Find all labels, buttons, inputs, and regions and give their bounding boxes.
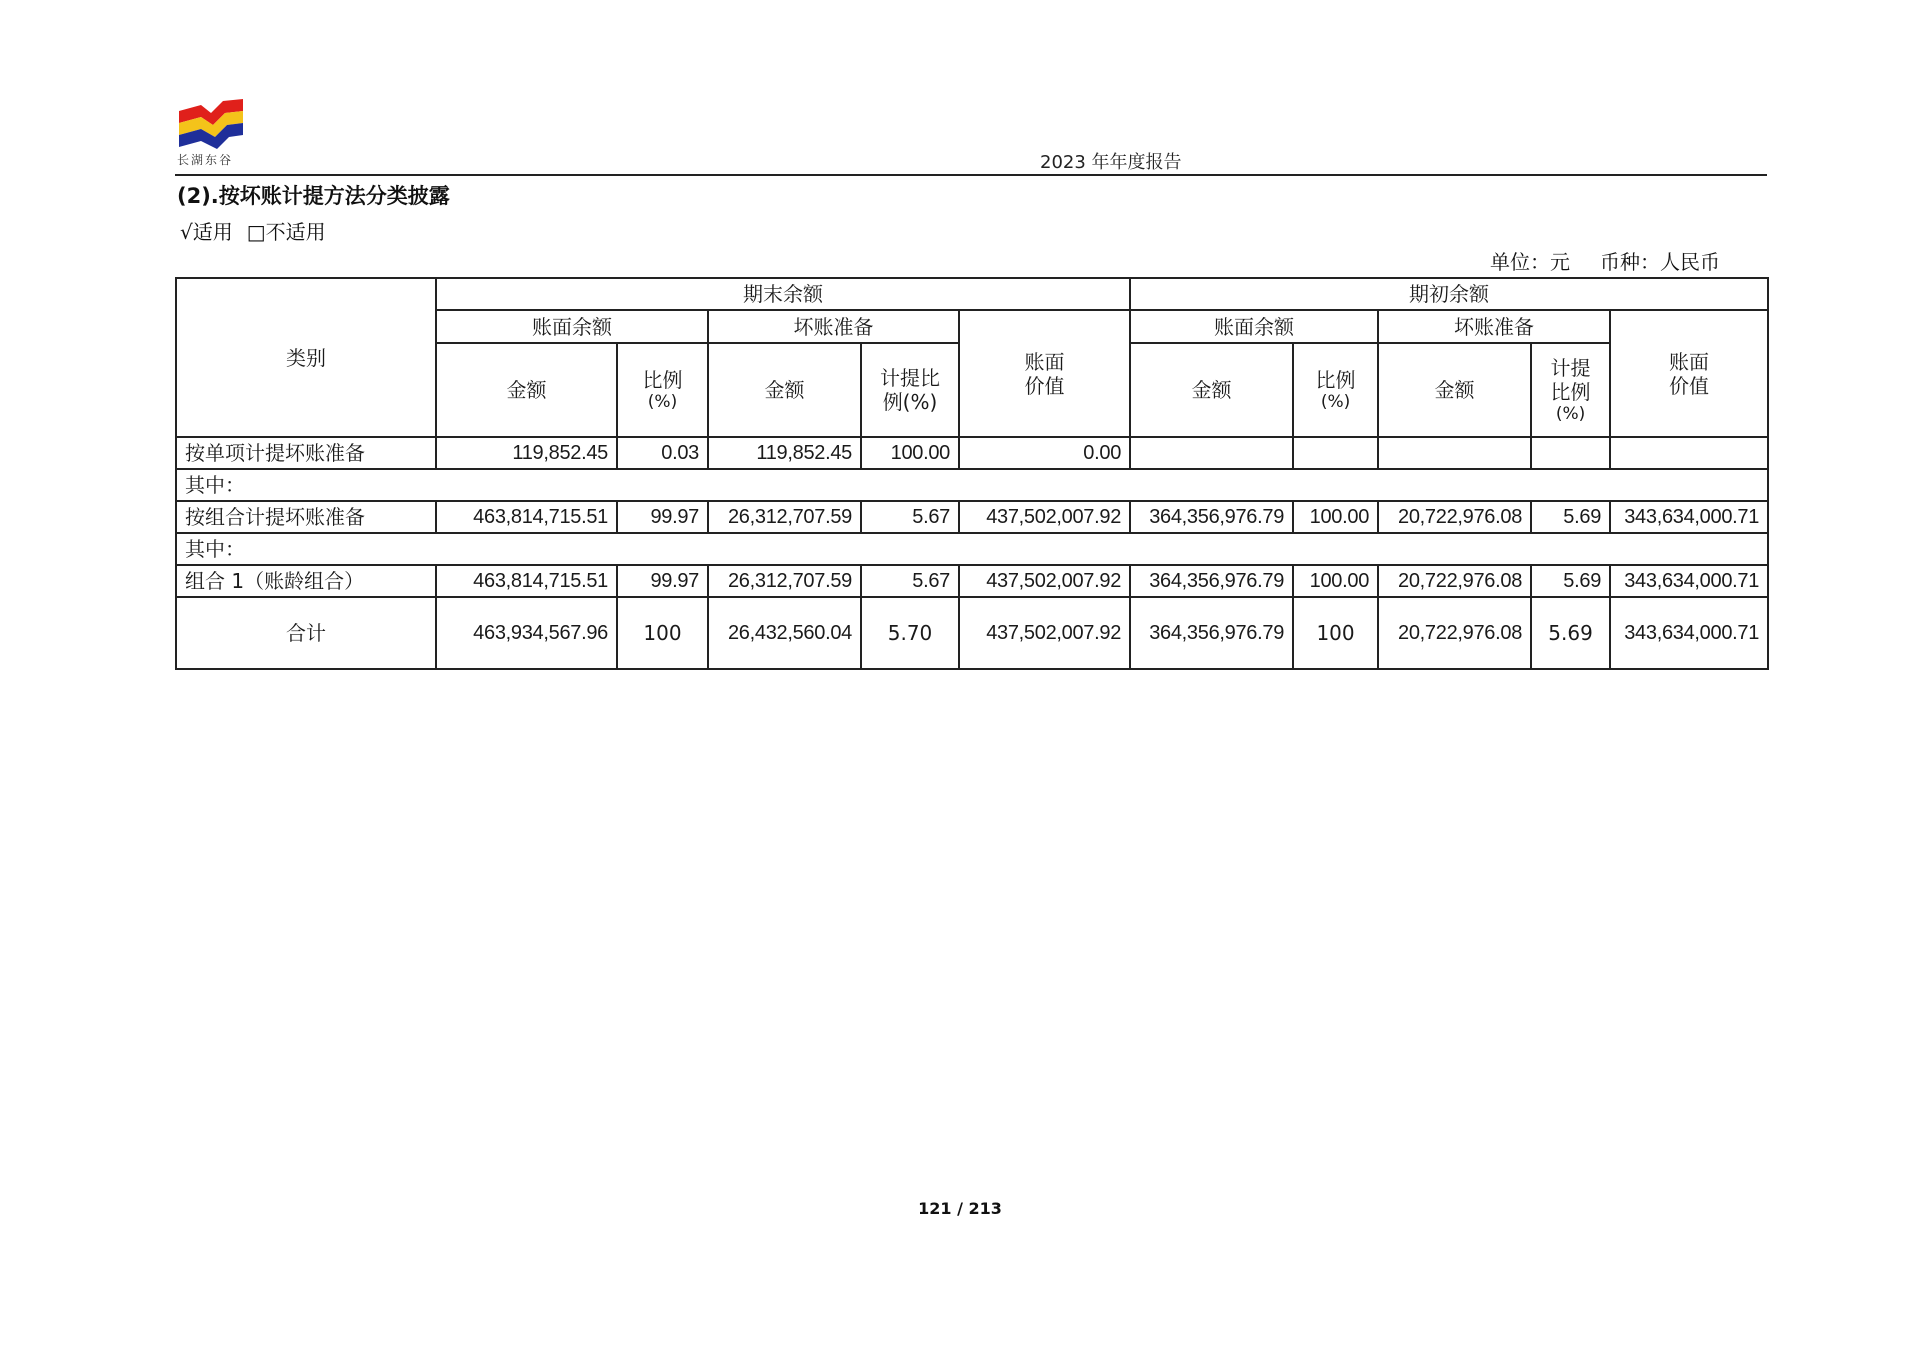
begin-ratio-line2: (%) [1320,391,1351,412]
table-row-total [176,597,1768,669]
end-ratio-cell: 100 [617,597,708,669]
table-row-portfolio [176,501,1768,533]
begin-book-value-cell: 343,634,000.71 [1610,597,1768,669]
of-which-label: 其中： [176,533,1768,565]
begin-bad-debt-provision-header: 坏账准备 [1378,310,1610,343]
applicability-options [180,216,326,245]
begin-provision-ratio-line3: (%) [1555,403,1586,424]
table-row-individual [176,437,1768,469]
end-book-value-cell: 0.00 [959,437,1130,469]
end-amount-cell: 119,852.45 [436,437,617,469]
begin-ratio-cell: 100 [1293,597,1378,669]
end-book-value-line1: 账面 [1024,349,1065,374]
end-provision-cell: 26,432,560.04 [708,597,861,669]
category-header: 类别 [176,278,436,437]
begin-provision-ratio-cell [1531,437,1610,469]
end-amount-cell: 463,814,715.51 [436,501,617,533]
of-which-label: 其中： [176,469,1768,501]
end-ratio-line1: 比例 [642,367,683,392]
end-provision-cell: 26,312,707.59 [708,565,861,597]
bad-debt-classification-table [175,277,1769,670]
end-book-value-cell: 437,502,007.92 [959,501,1130,533]
end-book-value-cell: 437,502,007.92 [959,565,1130,597]
begin-amount-header: 金额 [1130,343,1293,437]
begin-ratio-cell: 100.00 [1293,501,1378,533]
table-row-of-which-1 [176,469,1768,501]
begin-book-balance-header: 账面余额 [1130,310,1378,343]
applicable-option: √适用 [180,220,233,244]
end-ratio-header [617,343,708,437]
begin-provision-ratio-line1: 计提 [1550,355,1591,380]
section-title: (2).按坏账计提方法分类披露 [177,184,450,208]
begin-ratio-cell: 100.00 [1293,565,1378,597]
end-amount-header: 金额 [436,343,617,437]
begin-provision-amount-header: 金额 [1378,343,1531,437]
table-row-aging [176,565,1768,597]
begin-book-value-line2: 价值 [1669,373,1710,398]
begin-amount-cell: 364,356,976.79 [1130,501,1293,533]
table-row-of-which-2 [176,533,1768,565]
end-provision-ratio-cell: 5.70 [861,597,959,669]
begin-book-value-line1: 账面 [1669,349,1710,374]
begin-book-value-cell: 343,634,000.71 [1610,565,1768,597]
begin-book-value-cell: 343,634,000.71 [1610,501,1768,533]
row-label: 按组合计提坏账准备 [176,501,436,533]
end-ratio-line2: (%) [647,391,678,412]
end-ratio-cell: 99.97 [617,565,708,597]
end-bad-debt-provision-header: 坏账准备 [708,310,959,343]
begin-provision-cell: 20,722,976.08 [1378,565,1531,597]
begin-amount-cell: 364,356,976.79 [1130,597,1293,669]
report-title: 2023 年年度报告 [1040,152,1182,173]
end-ratio-cell: 99.97 [617,501,708,533]
not-applicable-option: □不适用 [246,220,326,244]
begin-ratio-line1: 比例 [1315,367,1356,392]
page-number: 121 / 213 [918,1199,1002,1218]
end-provision-ratio-cell: 100.00 [861,437,959,469]
end-book-value-cell: 437,502,007.92 [959,597,1130,669]
begin-book-value-header [1610,310,1768,437]
logo-stripes-icon [177,97,247,155]
logo-caption: 长湖东谷 [177,153,234,167]
end-book-value-header [959,310,1130,437]
end-provision-ratio-cell: 5.67 [861,565,959,597]
begin-provision-ratio-header [1531,343,1610,437]
row-label: 按单项计提坏账准备 [176,437,436,469]
row-label: 合计 [176,597,436,669]
begin-provision-cell [1378,437,1531,469]
header-row-1 [176,278,1768,310]
begin-ratio-cell [1293,437,1378,469]
unit-currency-line [1490,246,1720,275]
begin-provision-ratio-line2: 比例 [1550,379,1591,404]
end-book-value-line2: 价值 [1024,373,1065,398]
unit-label: 单位：元 [1490,250,1570,274]
end-provision-ratio-line2: 例(%) [882,390,938,414]
end-provision-ratio-line1: 计提比 [880,366,940,390]
begin-provision-ratio-cell: 5.69 [1531,501,1610,533]
end-provision-amount-header: 金额 [708,343,861,437]
begin-ratio-header [1293,343,1378,437]
end-ratio-cell: 0.03 [617,437,708,469]
end-provision-cell: 26,312,707.59 [708,501,861,533]
begin-provision-ratio-cell: 5.69 [1531,565,1610,597]
currency-label: 币种：人民币 [1600,250,1720,274]
begin-amount-cell: 364,356,976.79 [1130,565,1293,597]
end-provision-cell: 119,852.45 [708,437,861,469]
row-label: 组合 1（账龄组合） [176,565,436,597]
period-end-header: 期末余额 [436,278,1130,310]
end-amount-cell: 463,814,715.51 [436,565,617,597]
begin-provision-cell: 20,722,976.08 [1378,597,1531,669]
begin-amount-cell [1130,437,1293,469]
end-book-balance-header: 账面余额 [436,310,708,343]
begin-provision-cell: 20,722,976.08 [1378,501,1531,533]
end-provision-ratio-cell: 5.67 [861,501,959,533]
begin-book-value-cell [1610,437,1768,469]
header-divider [175,174,1767,176]
period-begin-header: 期初余额 [1130,278,1768,310]
end-amount-cell: 463,934,567.96 [436,597,617,669]
end-provision-ratio-header [861,343,959,437]
begin-provision-ratio-cell: 5.69 [1531,597,1610,669]
